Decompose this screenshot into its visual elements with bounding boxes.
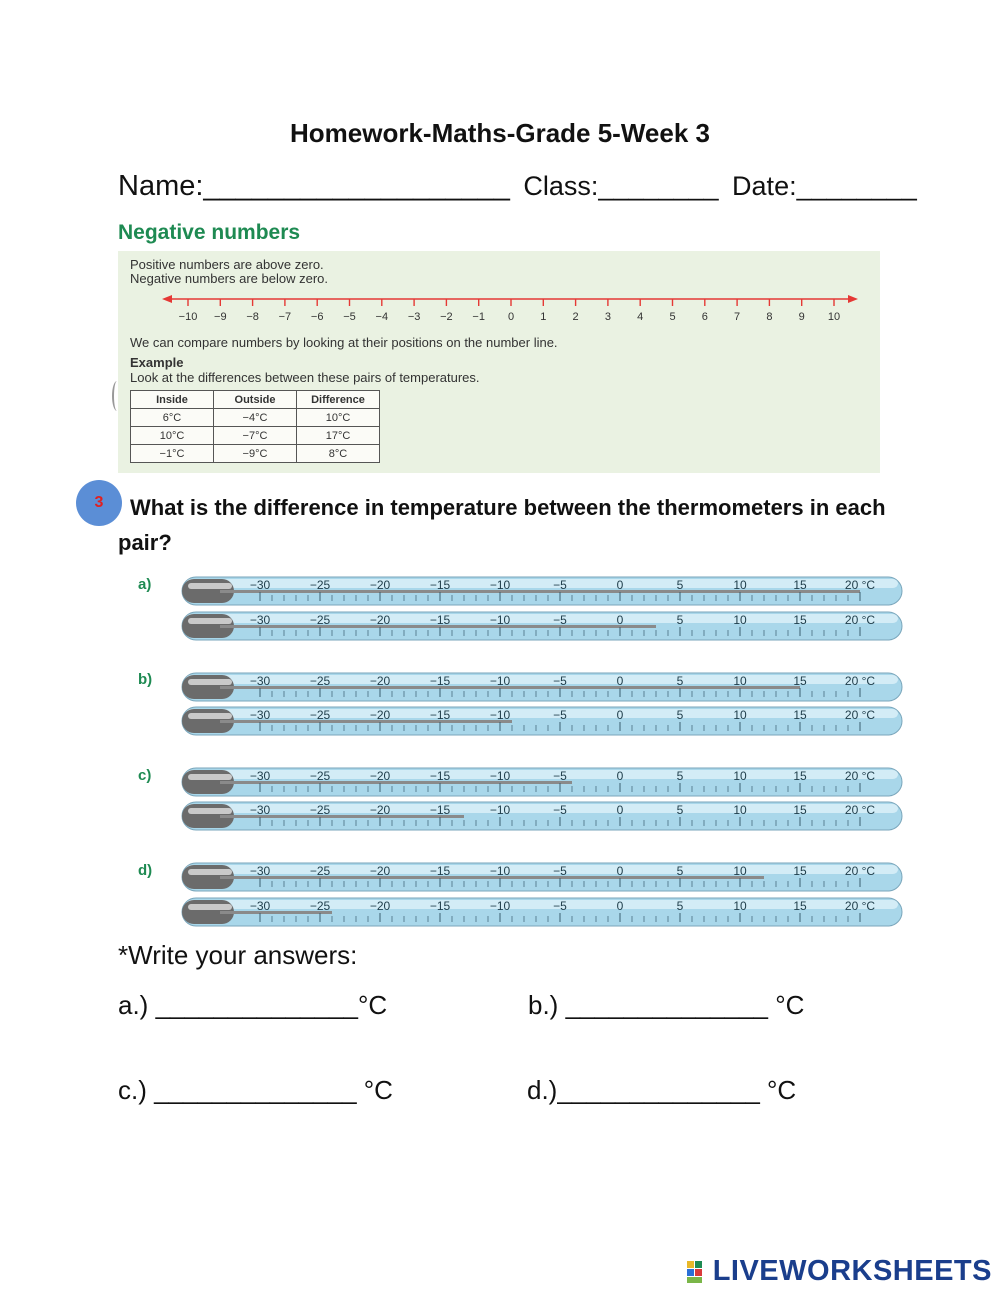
question-text-content: What is the difference in temperature between the thermometers in each pair? — [118, 495, 886, 555]
thermometer-scale-label: 5 — [676, 899, 684, 913]
thermometer-scale-label: 5 — [676, 864, 684, 878]
thermometer-scale-label: −30 — [249, 803, 271, 817]
thermometer-scale-label: −30 — [249, 674, 271, 688]
thermometer-scale-label: −30 — [249, 613, 271, 627]
thermometer-scale-label: 15 — [793, 613, 807, 627]
thermometer-a-1 — [180, 574, 906, 608]
name-field[interactable]: Name:___________________ — [118, 170, 510, 202]
table-cell: 10°C — [131, 427, 214, 445]
number-line-label: 8 — [766, 311, 773, 323]
thermometer-scale-label: −20 — [369, 803, 391, 817]
thermometer-scale-label: −10 — [489, 803, 511, 817]
thermometer-scale-label: −5 — [553, 769, 567, 783]
number-line-label: −10 — [178, 311, 198, 323]
number-line-label: −7 — [278, 311, 292, 323]
thermometer-scale-label: 0 — [616, 674, 624, 688]
thermometer-scale-label: −5 — [553, 803, 567, 817]
thermometer-scale-label: −15 — [429, 613, 451, 627]
thermometer-scale-label: 10 — [733, 803, 747, 817]
thermometer-scale-label: −15 — [429, 708, 451, 722]
table-cell: −9°C — [214, 445, 297, 463]
thermometer-scale-label: −25 — [309, 864, 331, 878]
lesson-box — [118, 251, 880, 473]
thermometer-scale-label: 5 — [676, 613, 684, 627]
thermometer-scale-label: −15 — [429, 803, 451, 817]
thermometer-scale-label: 20 °C — [844, 578, 876, 592]
number-line-label: 10 — [827, 311, 841, 323]
thermometer-scale-label: −30 — [249, 708, 271, 722]
thermometer-b-2 — [180, 704, 906, 738]
thermometer-scale-label: 5 — [676, 708, 684, 722]
number-line-label: −6 — [310, 311, 324, 323]
thermometer-c-1 — [180, 765, 906, 799]
thermometer-scale-label: 15 — [793, 708, 807, 722]
decorative-bracket — [112, 381, 122, 411]
brand-name: LIVEWORKSHEETS — [712, 1255, 992, 1287]
answer-a-field[interactable]: a.) ______________°C — [118, 990, 388, 1020]
thermometer-scale-label: 5 — [676, 803, 684, 817]
thermometer-scale-label: 5 — [676, 578, 684, 592]
number-line-label: −8 — [246, 311, 259, 323]
thermometer-scale-label: −20 — [369, 769, 391, 783]
answer-d-field[interactable]: d.)______________ °C — [527, 1075, 797, 1105]
table-cell: −7°C — [214, 427, 297, 445]
thermometer-scale-label: −20 — [369, 864, 391, 878]
number-line-label: 2 — [572, 311, 579, 323]
number-line-label: −3 — [407, 311, 421, 323]
thermometer-scale-label: −25 — [309, 613, 331, 627]
answer-c-field[interactable]: c.) ______________ °C — [118, 1075, 393, 1105]
thermometer-scale-label: −15 — [429, 578, 451, 592]
thermometer-scale-label: 10 — [733, 864, 747, 878]
number-line — [162, 291, 862, 327]
pair-label-c: c) — [138, 767, 152, 784]
thermometer-scale-label: 0 — [616, 613, 624, 627]
number-line-label: 9 — [798, 311, 805, 323]
thermometer-d-1 — [180, 860, 906, 894]
thermometer-scale-label: −15 — [429, 899, 451, 913]
thermometer-scale-label: −10 — [489, 578, 511, 592]
thermometer-scale-label: −30 — [249, 769, 271, 783]
number-line-label: 3 — [604, 311, 611, 323]
thermometer-c-2 — [180, 799, 906, 833]
thermometer-scale-label: −5 — [553, 899, 567, 913]
thermometer-scale-label: −20 — [369, 708, 391, 722]
number-line-label: 1 — [540, 311, 547, 323]
thermometer-scale-label: 0 — [616, 578, 624, 592]
thermometer-scale-label: 5 — [676, 674, 684, 688]
thermometer-scale-label: 20 °C — [844, 899, 876, 913]
lesson-line-1: Positive numbers are above zero. — [130, 257, 324, 272]
thermometer-scale-label: −15 — [429, 864, 451, 878]
thermometer-scale-label: 0 — [616, 803, 624, 817]
table-cell: 6°C — [131, 409, 214, 427]
thermometer-scale-label: 0 — [616, 769, 624, 783]
thermometer-scale-label: 10 — [733, 674, 747, 688]
thermometer-scale-label: 15 — [793, 674, 807, 688]
thermometer-scale-label: 10 — [733, 578, 747, 592]
thermometer-scale-label: −30 — [249, 578, 271, 592]
thermometer-scale-label: −10 — [489, 613, 511, 627]
thermometer-scale-label: −5 — [553, 613, 567, 627]
thermometer-scale-label: −10 — [489, 708, 511, 722]
example-text: Look at the differences between these pairs of temperatures. — [130, 370, 480, 385]
example-label: Example — [130, 355, 184, 370]
thermometer-scale-label: 20 °C — [844, 864, 876, 878]
student-info-row — [118, 170, 917, 203]
thermometer-scale-label: −15 — [429, 674, 451, 688]
thermometer-scale-label: −10 — [489, 864, 511, 878]
thermometer-scale-label: −10 — [489, 769, 511, 783]
number-line-label: 5 — [669, 311, 676, 323]
thermometer-b-1 — [180, 670, 906, 704]
number-line-label: −9 — [214, 311, 227, 323]
thermometer-scale-label: −10 — [489, 674, 511, 688]
table-row — [131, 409, 380, 427]
thermometer-scale-label: 10 — [733, 708, 747, 722]
number-line-label: −5 — [343, 311, 356, 323]
number-line-label: −1 — [472, 311, 485, 323]
thermometer-scale-label: 10 — [733, 769, 747, 783]
number-line-label: 6 — [701, 311, 708, 323]
thermometer-scale-label: −25 — [309, 803, 331, 817]
thermometer-reading — [220, 781, 572, 784]
thermometer-scale-label: −20 — [369, 613, 391, 627]
thermometer-scale-label: 20 °C — [844, 803, 876, 817]
thermometer-scale-label: 20 °C — [844, 708, 876, 722]
thermometer-scale-label: 20 °C — [844, 769, 876, 783]
thermometer-scale-label: −15 — [429, 769, 451, 783]
thermometer-scale-label: 10 — [733, 899, 747, 913]
thermometer-scale-label: 15 — [793, 803, 807, 817]
table-cell: −1°C — [131, 445, 214, 463]
thermometer-scale-label: −20 — [369, 899, 391, 913]
question-text — [118, 490, 888, 560]
thermometer-scale-label: −20 — [369, 578, 391, 592]
lesson-line-2: Negative numbers are below zero. — [130, 271, 328, 286]
date-field[interactable]: Date:________ — [732, 171, 917, 201]
thermometer-scale-label: 10 — [733, 613, 747, 627]
number-line-label: 7 — [734, 311, 741, 323]
table-row — [131, 445, 380, 463]
thermometer-scale-label: −25 — [309, 674, 331, 688]
pair-label-d: d) — [138, 862, 153, 879]
thermometer-scale-label: −10 — [489, 899, 511, 913]
thermometer-d-2 — [180, 895, 906, 929]
thermometer-a-2 — [180, 609, 906, 643]
thermometer-scale-label: 15 — [793, 899, 807, 913]
table-row — [131, 427, 380, 445]
thermometer-scale-label: −5 — [553, 708, 567, 722]
thermometer-scale-label: −5 — [553, 864, 567, 878]
thermometer-scale-label: −5 — [553, 578, 567, 592]
thermometer-scale-label: 5 — [676, 769, 684, 783]
thermometer-scale-label: −5 — [553, 674, 567, 688]
thermometer-scale-label: −25 — [309, 578, 331, 592]
thermometer-scale-label: 15 — [793, 769, 807, 783]
answer-b-field[interactable]: b.) ______________ °C — [528, 990, 805, 1020]
thermometer-scale-label: −30 — [249, 899, 271, 913]
table-header: Difference — [297, 391, 380, 409]
table-header: Inside — [131, 391, 214, 409]
brand-icon — [687, 1259, 711, 1285]
thermometer-scale-label: 0 — [616, 864, 624, 878]
number-line-label: −4 — [375, 311, 389, 323]
number-line-label: −2 — [440, 311, 453, 323]
thermometer-scale-label: 15 — [793, 578, 807, 592]
table-cell: 17°C — [297, 427, 380, 445]
page-title: Homework-Maths-Grade 5-Week 3 — [290, 118, 710, 148]
table-cell: 10°C — [297, 409, 380, 427]
table-cell: 8°C — [297, 445, 380, 463]
thermometer-scale-label: 15 — [793, 864, 807, 878]
pair-label-b: b) — [138, 671, 153, 688]
question-number-badge: 3 — [76, 480, 122, 526]
thermometer-scale-label: −25 — [309, 899, 331, 913]
compare-text: We can compare numbers by looking at their positions on the number line. — [130, 335, 558, 350]
number-line-label: 4 — [637, 311, 644, 323]
number-line-label: 0 — [507, 311, 515, 323]
answers-heading: *Write your answers: — [118, 940, 358, 970]
thermometer-scale-label: −20 — [369, 674, 391, 688]
thermometer-scale-label: 20 °C — [844, 613, 876, 627]
brand-logo — [687, 1255, 992, 1288]
section-heading: Negative numbers — [118, 221, 301, 244]
pair-label-a: a) — [138, 576, 152, 593]
table-cell: −4°C — [214, 409, 297, 427]
thermometer-scale-label: 0 — [616, 708, 624, 722]
temperature-table — [130, 390, 380, 463]
class-field[interactable]: Class:________ — [523, 171, 719, 201]
thermometer-scale-label: −30 — [249, 864, 271, 878]
table-header: Outside — [214, 391, 297, 409]
thermometer-scale-label: 20 °C — [844, 674, 876, 688]
thermometer-scale-label: −25 — [309, 708, 331, 722]
thermometer-scale-label: 0 — [616, 899, 624, 913]
thermometer-scale-label: −25 — [309, 769, 331, 783]
